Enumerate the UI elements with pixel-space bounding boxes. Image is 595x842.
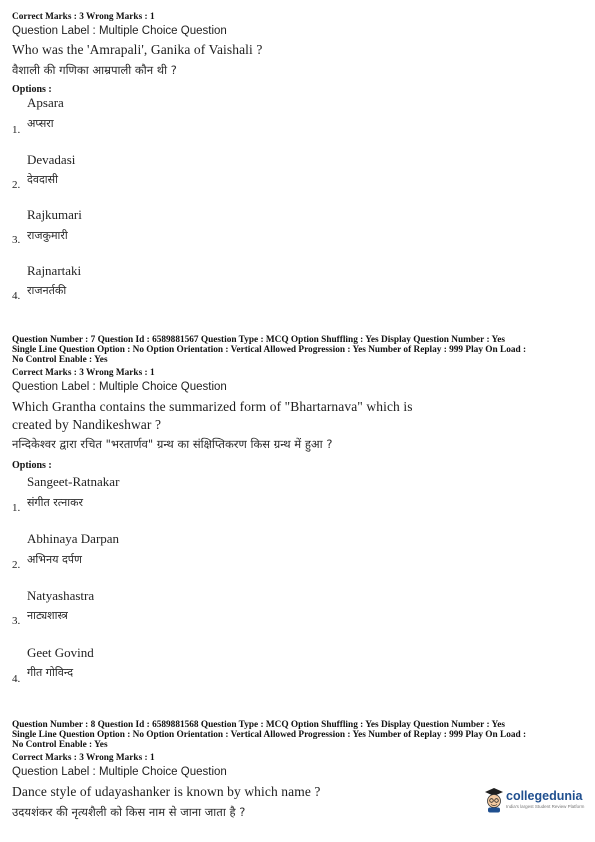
option-text-en: Geet Govind bbox=[27, 645, 94, 660]
option-number: 2. bbox=[12, 179, 21, 191]
option-text-hi: गीत गोविन्द bbox=[27, 666, 74, 679]
option-text-en: Sangeet-Ratnakar bbox=[27, 474, 120, 489]
q7-question-hi: नन्दिकेश्वर द्वारा रचित "भरतार्णव" ग्रन्थ का संक्षिप्तिकरण किस ग्रन्थ में हुआ ? bbox=[12, 437, 333, 451]
q7-question-en-line-1: Which Grantha contains the summarized form of "Bhartarnava" which is bbox=[12, 399, 413, 414]
q7-meta-line-1: Question Number : 7 Question Id : 6589881567 Question Type : MCQ Option Shuffling : Yes Display Question Number : Yes bbox=[12, 335, 505, 345]
option-text-en: Natyashastra bbox=[27, 588, 95, 603]
q6-marks: Correct Marks : 3 Wrong Marks : 1 bbox=[12, 12, 155, 22]
q8-meta-line-3: No Control Enable : Yes bbox=[12, 740, 108, 750]
q8-meta-line-2: Single Line Question Option : No Option Orientation : Vertical Allowed Progression : Yes Number of Replay : 999 Play On Load : bbox=[12, 730, 527, 740]
q7-meta-line-3: No Control Enable : Yes bbox=[12, 355, 108, 365]
q6-question-en: Who was the 'Amrapali', Ganika of Vaishali ? bbox=[12, 42, 263, 57]
option-text-hi: राजकुमारी bbox=[27, 229, 68, 242]
option-text-en: Rajkumari bbox=[27, 207, 82, 222]
graduate-mascot-icon bbox=[484, 787, 504, 813]
collegedunia-logo bbox=[484, 787, 588, 813]
option-number: 3. bbox=[12, 615, 21, 627]
q8-question-en: Dance style of udayashanker is known by which name ? bbox=[12, 784, 321, 799]
option-text-hi: अप्सरा bbox=[27, 117, 54, 130]
q7-label: Question Label : Multiple Choice Question bbox=[12, 381, 227, 393]
option-text-hi: संगीत रत्नाकर bbox=[27, 496, 84, 509]
q8-marks: Correct Marks : 3 Wrong Marks : 1 bbox=[12, 753, 155, 763]
option-text-en: Apsara bbox=[27, 95, 64, 110]
option-number: 4. bbox=[12, 290, 21, 302]
option-text-hi: अभिनय दर्पण bbox=[27, 553, 83, 566]
q8-meta-line-1: Question Number : 8 Question Id : 6589881568 Question Type : MCQ Option Shuffling : Yes Display Question Number : Yes bbox=[12, 720, 505, 730]
option-number: 4. bbox=[12, 673, 21, 685]
q7-question-en-line-2: created by Nandikeshwar ? bbox=[12, 417, 162, 432]
q7-marks: Correct Marks : 3 Wrong Marks : 1 bbox=[12, 368, 155, 378]
option-number: 2. bbox=[12, 559, 21, 571]
option-text-hi: राजनर्तकी bbox=[27, 284, 67, 297]
option-text-en: Rajnartaki bbox=[27, 263, 82, 278]
q6-options-heading: Options : bbox=[12, 84, 52, 95]
q7-options-heading: Options : bbox=[12, 460, 52, 471]
option-number: 1. bbox=[12, 502, 21, 514]
q6-question-hi: वैशाली की गणिका आम्रपाली कौन थी ? bbox=[12, 63, 177, 77]
option-text-hi: नाट्यशास्त्र bbox=[27, 609, 68, 622]
q8-label: Question Label : Multiple Choice Question bbox=[12, 766, 227, 778]
option-text-en: Abhinaya Darpan bbox=[27, 531, 120, 546]
option-text-en: Devadasi bbox=[27, 152, 76, 167]
logo-tagline: India's largest Student Review Platform bbox=[506, 804, 585, 809]
q8-question-hi: उदयशंकर की नृत्यशैली को किस नाम से जाना जाता है ? bbox=[12, 805, 246, 819]
q6-label: Question Label : Multiple Choice Question bbox=[12, 25, 227, 37]
option-text-hi: देवदासी bbox=[27, 173, 58, 186]
logo-wordmark: collegedunia bbox=[506, 789, 583, 803]
q7-meta-line-2: Single Line Question Option : No Option Orientation : Vertical Allowed Progression : Yes Number of Replay : 999 Play On Load : bbox=[12, 345, 527, 355]
option-number: 1. bbox=[12, 124, 21, 136]
option-number: 3. bbox=[12, 234, 21, 246]
